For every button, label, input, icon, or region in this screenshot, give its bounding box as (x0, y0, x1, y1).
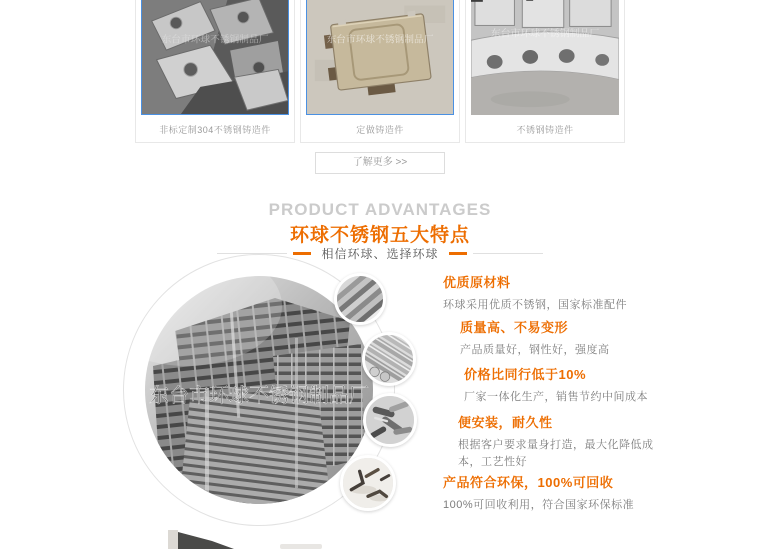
next-product-photo-partial (150, 527, 350, 549)
advantage-item-4 (458, 412, 676, 471)
flat-steel-bars-icon (337, 276, 383, 322)
advantage-desc: 100%可回收利用，符合国家环保标准 (443, 499, 635, 511)
section-title-en: PRODUCT ADVANTAGES (268, 200, 492, 219)
advantage-desc: 厂家一体化生产，销售节约中间成本 (464, 391, 648, 403)
section-title-cn: 环球不锈钢五大特点 (289, 225, 470, 246)
next-section-image (150, 527, 350, 549)
angle-clips-icon (343, 458, 393, 508)
thumb-steel-pins (363, 393, 417, 447)
steel-brackets-photo (142, 0, 288, 114)
advantage-item-5 (443, 472, 668, 514)
product-card-2[interactable] (300, 0, 460, 143)
advantage-title: 价格比同行低于10% (464, 367, 587, 382)
product-caption-3: 不锈钢铸造件 (516, 125, 574, 135)
steel-pins-icon (366, 396, 414, 444)
watermark-text: 东台市环球不锈钢制品厂 (161, 34, 269, 46)
round-steel-rods-icon (365, 335, 413, 383)
thumb-flat-bars (334, 273, 386, 325)
product-card-1[interactable] (135, 0, 295, 143)
learn-more-button[interactable]: 了解更多 >> (315, 152, 445, 174)
watermark-text: 东台市环球不锈钢制品厂 (326, 34, 434, 46)
advantage-item-2 (460, 317, 610, 359)
advantage-desc: 根据客户要求量身打造，最大化降低成本，工艺性好 (458, 439, 654, 469)
advantage-desc: 产品质量好，钢性好，强度高 (460, 344, 610, 356)
advantage-desc: 环球采用优质不锈钢，国家标准配件 (443, 299, 627, 311)
watermark-text: 东台市环球不锈钢制品厂 (149, 385, 369, 407)
thumb-round-rods (362, 332, 416, 386)
advantage-item-1 (443, 272, 627, 314)
tagline-line-right (473, 253, 543, 254)
watermark-text: 东台市环球不锈钢制品厂 (490, 28, 600, 40)
tagline-dash-left (293, 252, 311, 255)
flange-casting-photo (471, 0, 619, 115)
product-image-1 (141, 0, 289, 115)
section-tagline-row (0, 246, 760, 260)
section-tagline: 相信环球、选择环球 (321, 246, 439, 261)
advantage-title: 质量高、不易变形 (460, 320, 569, 335)
thumb-angle-clips (340, 455, 396, 511)
advantage-item-3 (464, 364, 648, 406)
tagline-dash-right (449, 252, 467, 255)
product-caption-2: 定做铸造件 (356, 125, 404, 135)
advantage-title: 便安装，耐久性 (458, 415, 553, 430)
product-caption-1: 非标定制304不锈钢铸造件 (159, 125, 271, 135)
advantage-title: 产品符合环保，100%可回收 (443, 475, 614, 490)
product-image-3 (471, 0, 619, 115)
advantage-title: 优质原材料 (443, 275, 511, 290)
product-card-3[interactable] (465, 0, 625, 143)
product-image-2 (306, 0, 454, 115)
casting-plate-photo (307, 0, 453, 114)
